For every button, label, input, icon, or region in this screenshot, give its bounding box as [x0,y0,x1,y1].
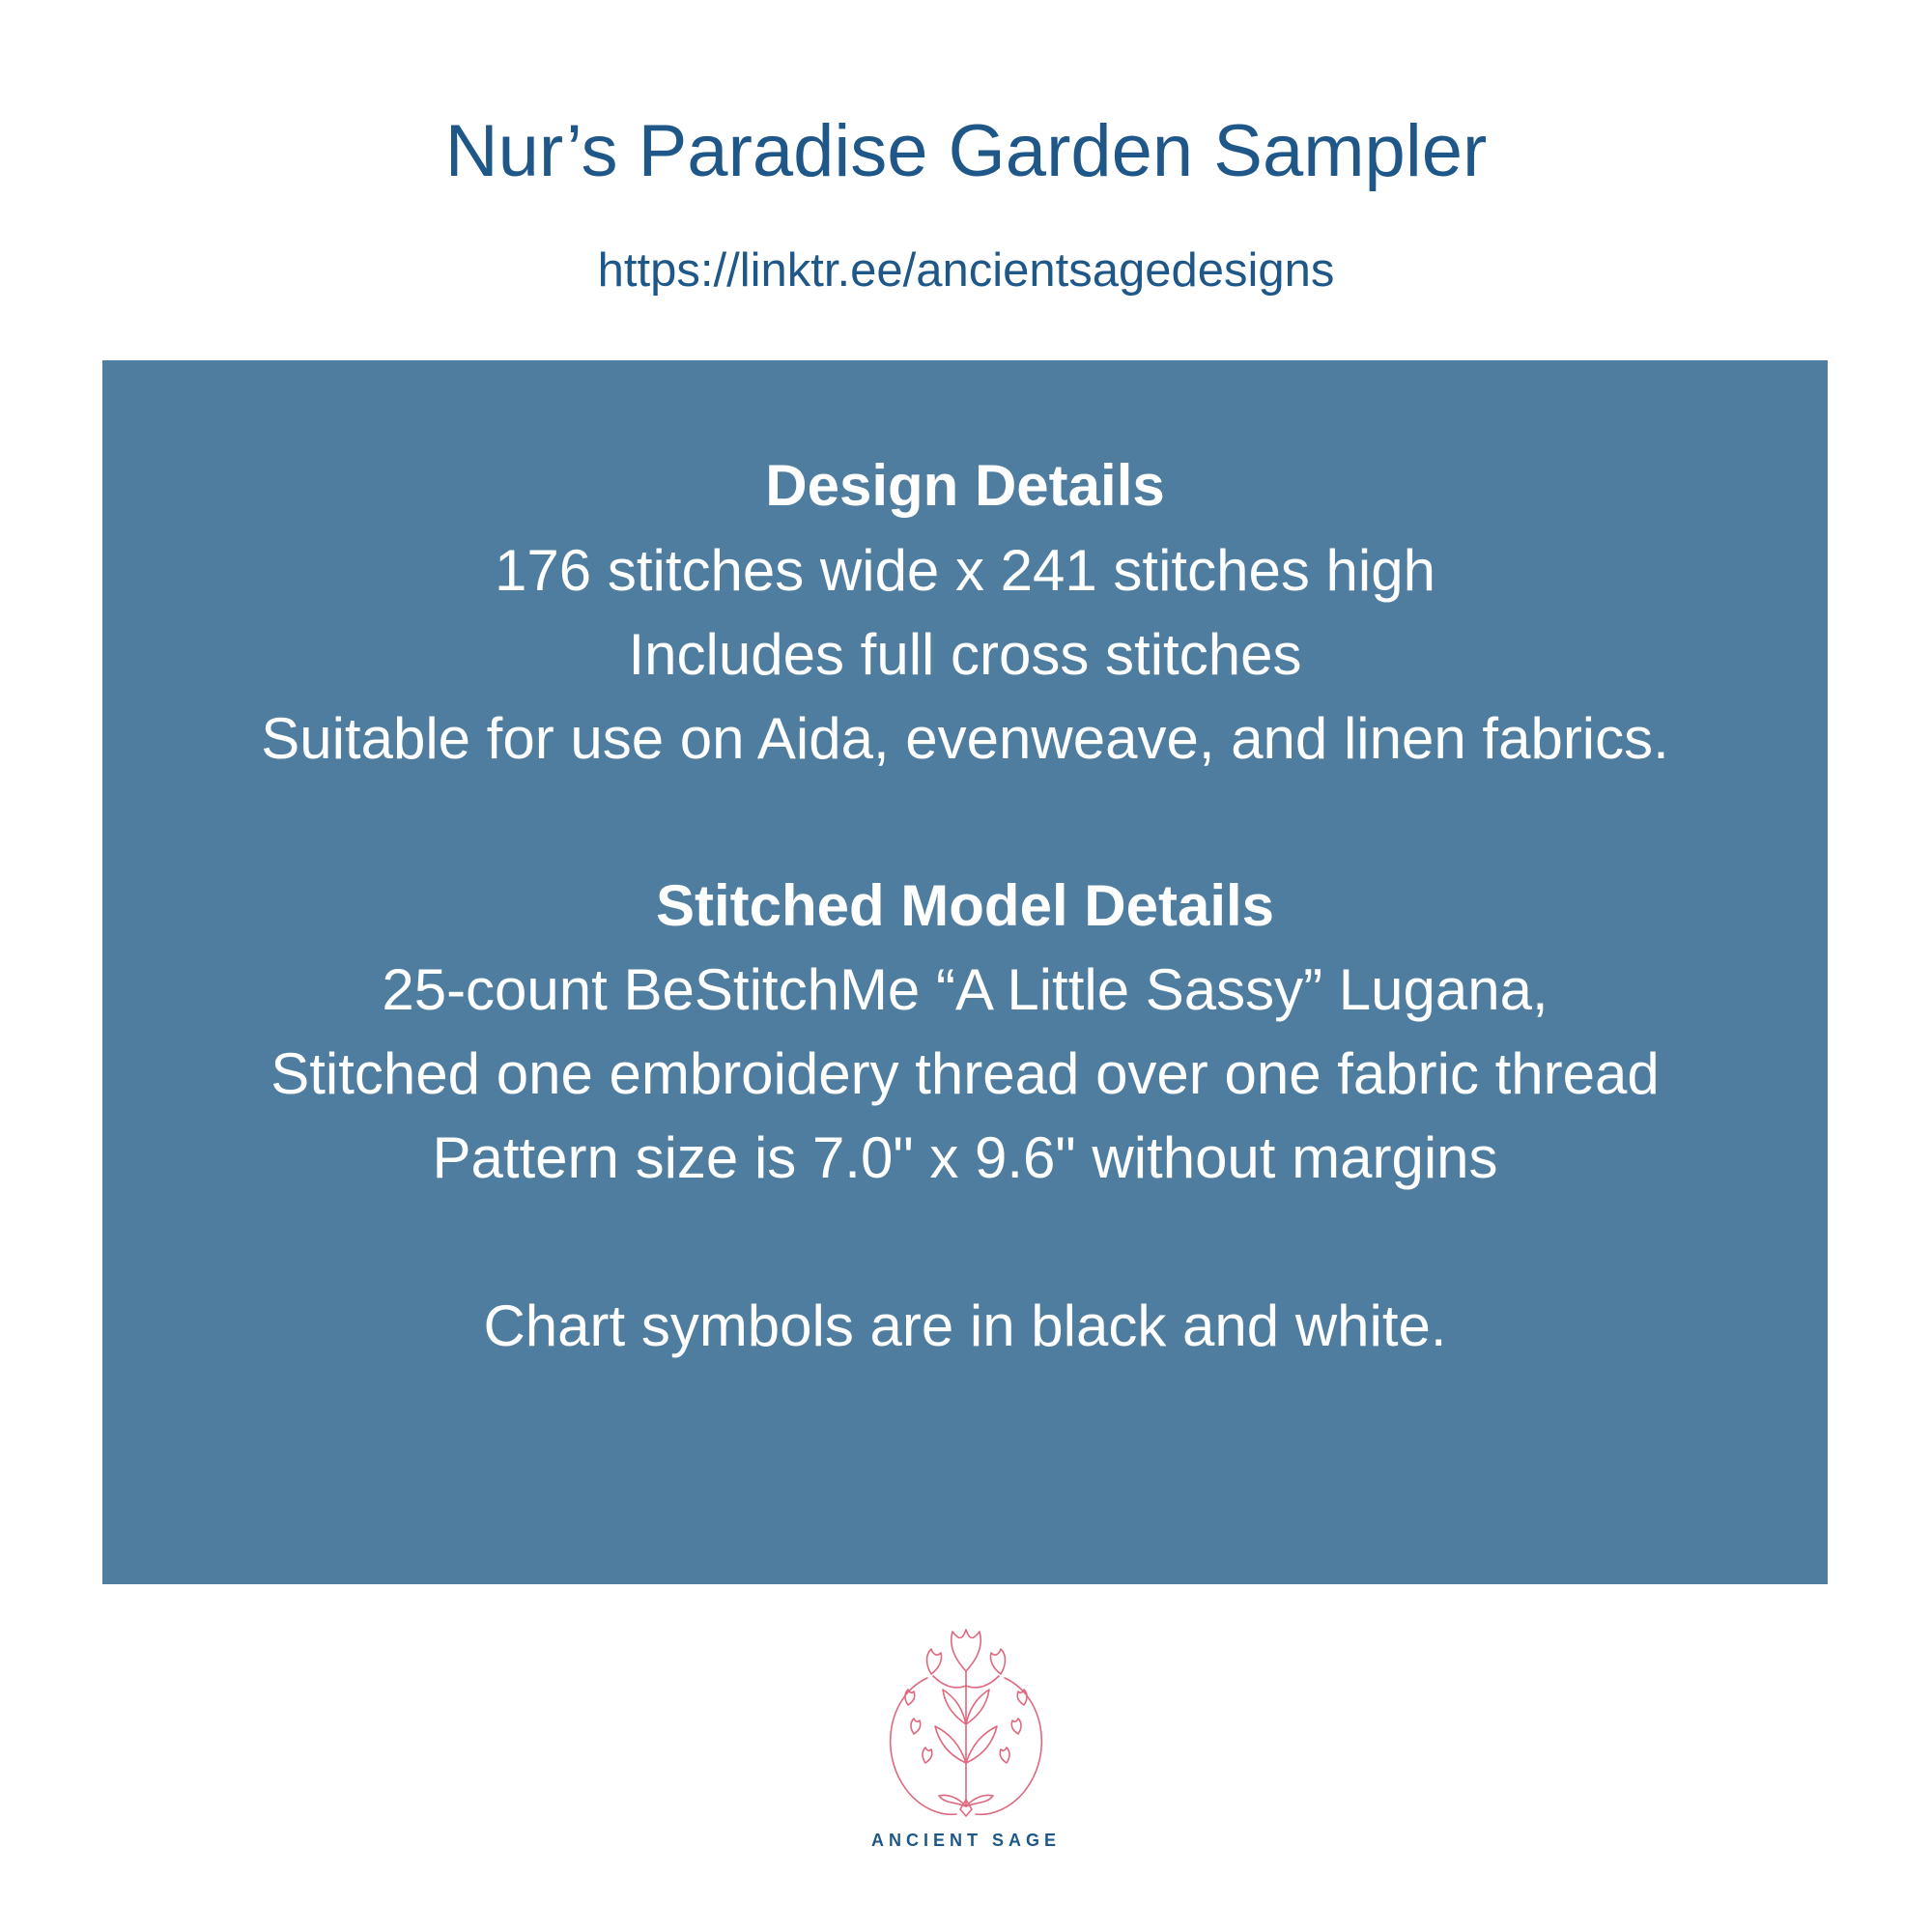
stitched-model-line: Pattern size is 7.0" x 9.6" without margins [432,1125,1498,1190]
details-panel [102,360,1828,1584]
chart-symbols-note: Chart symbols are in black and white. [483,1293,1447,1358]
stitched-model-line: 25-count BeStitchMe “A Little Sassy” Lugana, [382,957,1548,1022]
design-detail-line: 176 stitches wide x 241 stitches high [495,538,1435,603]
design-detail-line: Suitable for use on Aida, evenweave, and linen fabrics. [261,706,1669,771]
design-details-heading: Design Details [765,453,1165,518]
brand-name: ANCIENT SAGE [870,1831,1061,1850]
linktree-link[interactable]: https://linktr.ee/ancientsagedesigns [597,244,1335,297]
page-title: Nur’s Paradise Garden Sampler [444,110,1488,192]
floral-tulip-icon [869,1618,1063,1826]
stitched-model-heading: Stitched Model Details [655,873,1275,938]
design-detail-line: Includes full cross stitches [628,622,1302,687]
stitched-model-line: Stitched one embroidery thread over one fabric thread [270,1041,1660,1106]
